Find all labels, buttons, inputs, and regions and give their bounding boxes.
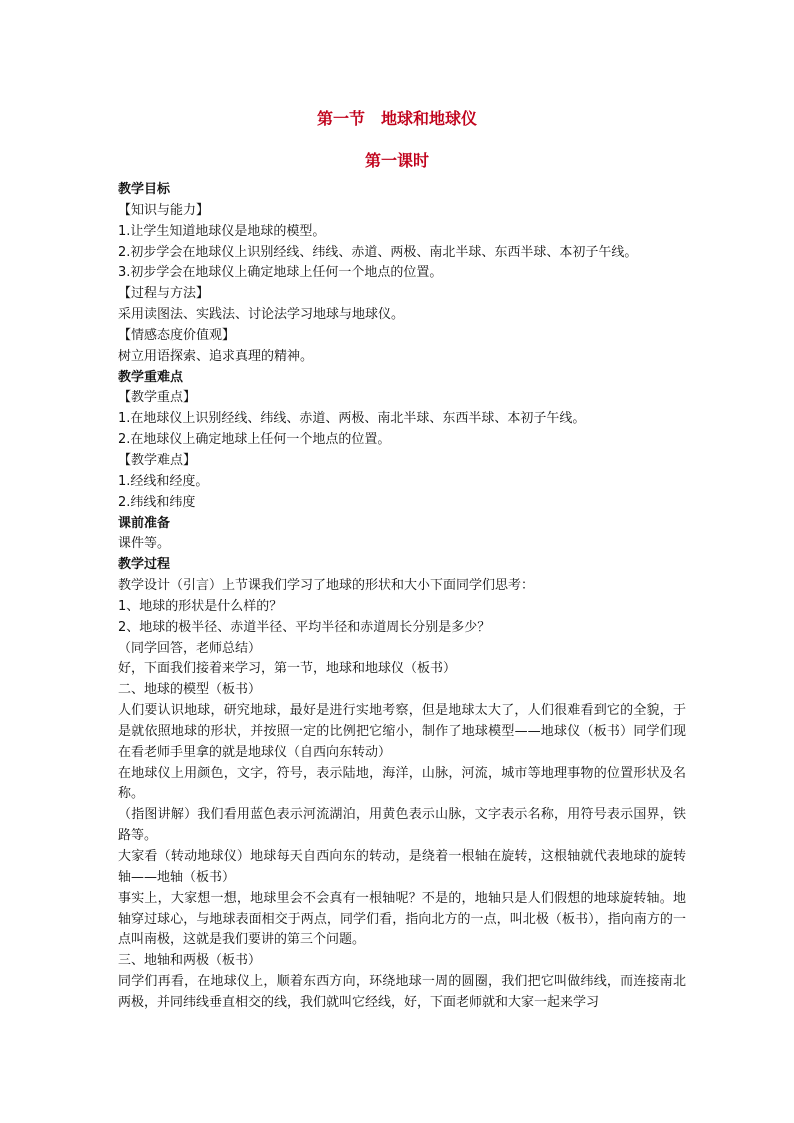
body-line: 人们要认识地球，研究地球，最好是进行实地考察，但是地球太大了，人们很难看到它的全貌，于是就依照地球的形状，并按照一定的比例把它缩小，制作了地球模型——地球仪（板书）同学们现在看老师手里拿的就是地球仪（自西向东转动）	[118, 703, 686, 760]
body-line: 采用读图法、实践法、讨论法学习地球与地球仪。	[118, 307, 405, 323]
document-subtitle: 第一课时	[364, 151, 429, 170]
body-line: 2.纬线和纬度	[118, 494, 196, 510]
body-line: 好，下面我们接着来学习，第一节，地球和地球仪（板书）	[118, 661, 457, 677]
body-line: 【教学重点】	[118, 390, 197, 406]
body-line: 2.初步学会在地球仪上识别经线、纬线、赤道、两极、南北半球、东西半球、本初子午线。	[118, 244, 638, 260]
body-line: 【情感态度价值观】	[118, 327, 236, 343]
body-line: 大家看（转动地球仪）地球每天自西向东的转动，是绕着一根轴在旋转，这根轴就代表地球的旋转轴——地轴（板书）	[118, 849, 686, 885]
body-line: （同学回答，老师总结）	[118, 640, 262, 656]
body-line: 3.初步学会在地球仪上确定地球上任何一个地点的位置。	[118, 265, 443, 281]
section-heading: 课前准备	[118, 515, 171, 531]
body-line: 教学设计（引言）上节课我们学习了地球的形状和大小下面同学们思考：	[118, 578, 535, 594]
body-line: 2.在地球仪上确定地球上任何一个地点的位置。	[118, 432, 391, 448]
body-line: 树立用语探索、追求真理的精神。	[118, 348, 314, 364]
body-line: （指图讲解）我们看用蓝色表示河流湖泊，用黄色表示山脉，文字表示名称，用符号表示国界，铁路等。	[118, 807, 686, 844]
body-line: 1.经线和经度。	[118, 473, 209, 489]
document-title: 第一节 地球和地球仪	[316, 109, 477, 128]
body-line: 【过程与方法】	[118, 286, 210, 302]
body-line: 1.在地球仪上识别经线、纬线、赤道、两极、南北半球、东西半球、本初子午线。	[118, 411, 586, 427]
section-heading: 教学目标	[118, 182, 171, 197]
section-heading: 教学过程	[118, 557, 171, 573]
body-line: 【教学难点】	[118, 452, 197, 468]
body-line: 2、地球的极半径、赤道半径、平均半径和赤道周长分别是多少？	[118, 619, 491, 635]
body-line: 同学们再看，在地球仪上，顺着东西方向，环绕地球一周的圆圈，我们把它叫做纬线，而连接南北两极，并同纬线垂直相交的线，我们就叫它经线，好，下面老师就和大家一起来学习	[118, 974, 686, 1010]
body-line: 1、地球的形状是什么样的？	[118, 598, 283, 614]
section-heading: 教学重难点	[118, 369, 184, 385]
document-body	[118, 180, 686, 1014]
body-line: 事实上，大家想一想，地球里会不会真有一根轴呢？不是的，地轴只是人们假想的地球旋转轴。地轴穿过球心，与地球表面相交于两点，同学们看，指向北方的一点，叫北极（板书），指向南方的一点叫南极，这就是我们要讲的第三个问题。	[118, 890, 686, 948]
body-line: 在地球仪上用颜色，文字，符号，表示陆地，海洋，山脉，河流，城市等地理事物的位置形状及名称。	[118, 765, 686, 802]
body-line: 课件等。	[118, 536, 171, 552]
body-line: 二、地球的模型（板书）	[118, 682, 262, 698]
body-line: 三、地轴和两极（板书）	[118, 953, 262, 969]
body-line: 【知识与能力】	[118, 202, 210, 218]
body-line: 1.让学生知道地球仪是地球的模型。	[118, 223, 326, 239]
